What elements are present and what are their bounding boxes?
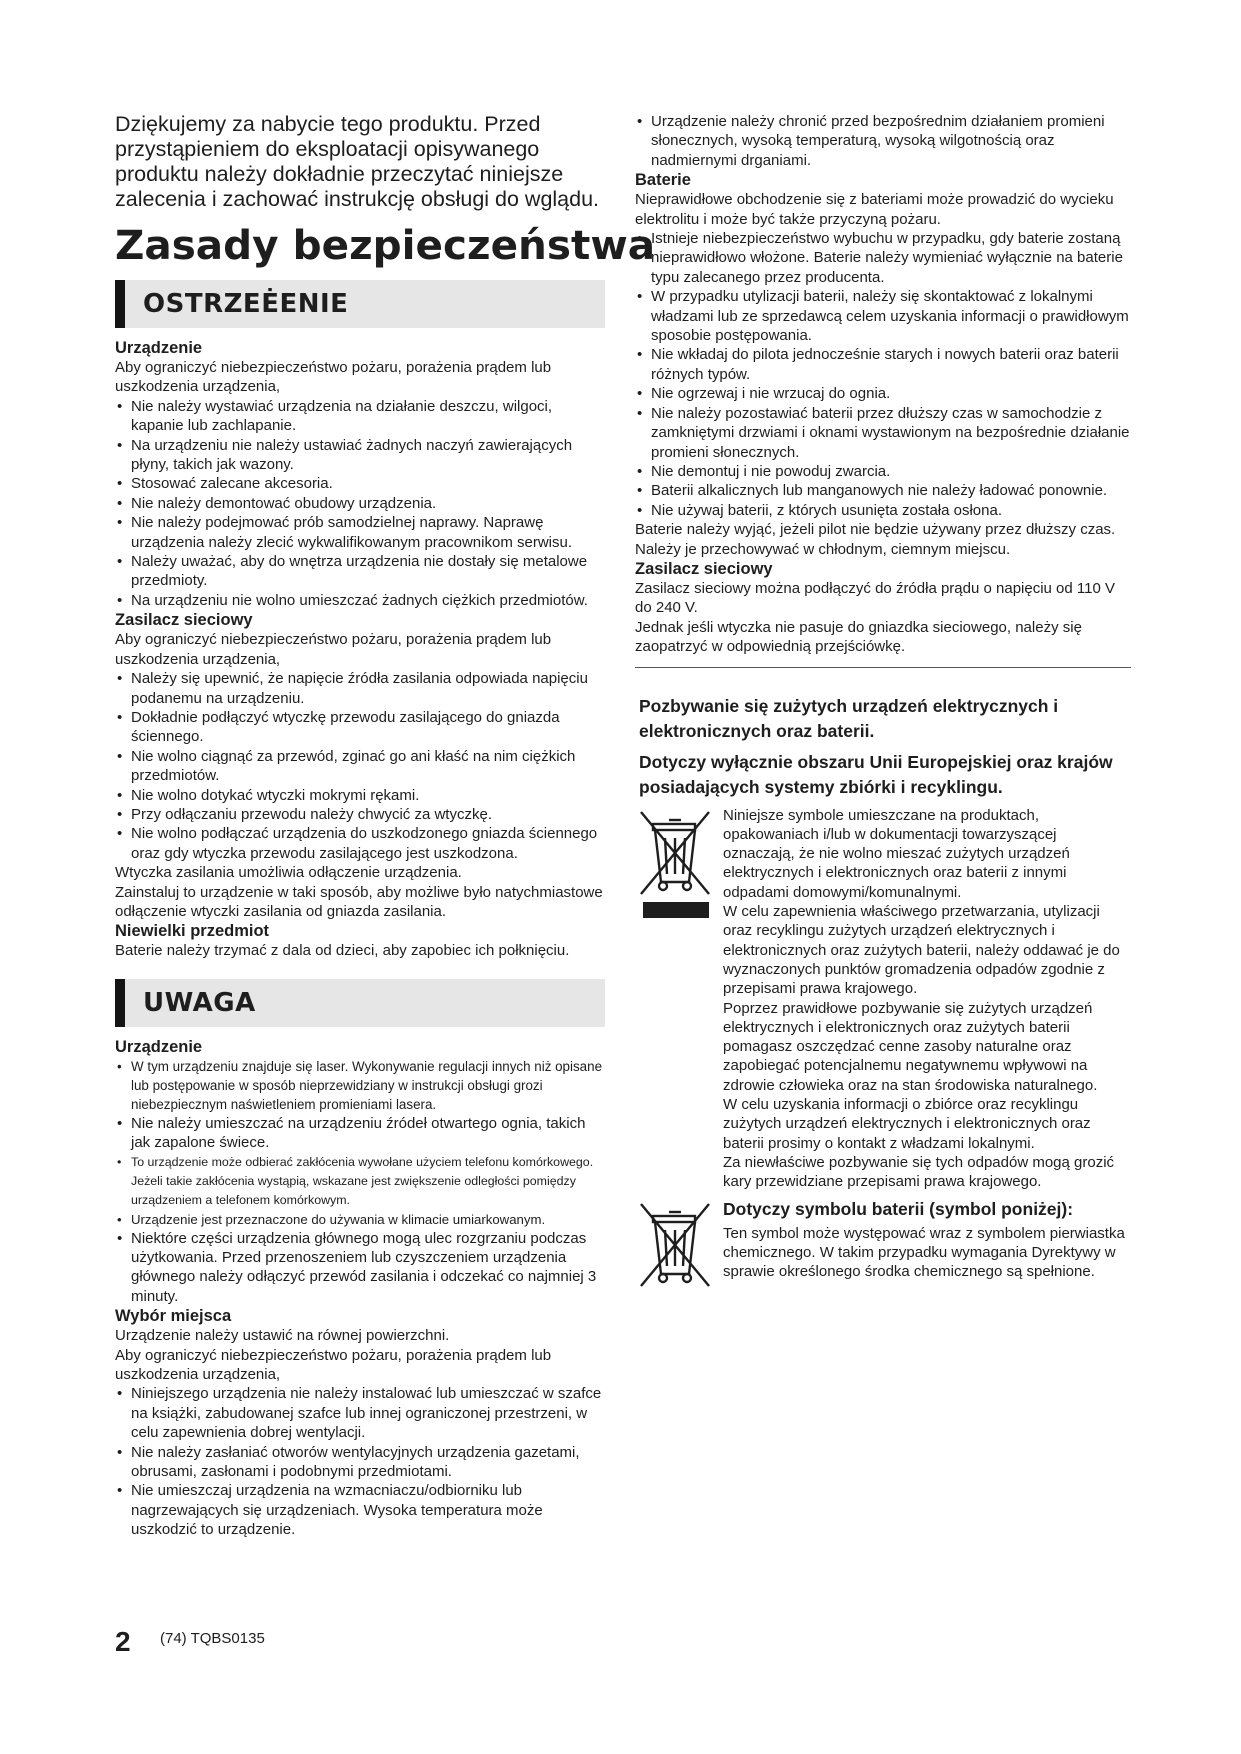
- list-item: • Na urządzeniu nie należy ustawiać żadnych naczyń zawierających płyny, takich jak wazony.: [115, 436, 605, 475]
- disposal-p5: Za niewłaściwe pozbywanie się tych odpadów mogą grozić kary przewidziane przepisami prawa krajowego.: [723, 1153, 1115, 1191]
- batteries-intro: Nieprawidłowe obchodzenie się z bateriami może prowadzić do wycieku elektrolitu i może być także przyczyną pożaru.: [635, 191, 1114, 228]
- disposal-text: [723, 806, 1131, 1192]
- left-column: [115, 112, 656, 1540]
- list-item: • Na urządzeniu nie wolno umieszczać żadnych ciężkich przedmiotów.: [115, 591, 605, 610]
- warning-adapter-intro: Aby ograniczyć niebezpieczeństwo pożaru, porażenia prądem lub uszkodzenia urządzenia,: [115, 631, 552, 668]
- list-item: • Nie ogrzewaj i nie wrzucaj do ognia.: [635, 384, 1131, 403]
- list-item: • Należy się upewnić, że napięcie źródła zasilania odpowiada napięciu podanemu na urządzeniu.: [115, 669, 605, 708]
- list-item: • Baterii alkalicznych lub manganowych nie należy ładować ponownie.: [635, 481, 1131, 500]
- list-item: • Niektóre części urządzenia głównego mogą ulec rozgrzaniu podczas użytkowania. Przed przenoszeniem lub czyszczeniem urządzenia głównego należy odłączyć przewód zasilania i odczekać co najmniej 3 minuty.: [115, 1229, 605, 1307]
- list-item: • Dokładnie podłączyć wtyczkę przewodu zasilającego do gniazda ściennego.: [115, 708, 605, 747]
- small-object-text: Baterie należy trzymać z dala od dzieci, aby zapobiec ich połknięciu.: [115, 942, 570, 960]
- list-item: • Należy uważać, aby do wnętrza urządzenia nie dostały się metalowe przedmioty.: [115, 552, 605, 591]
- warning-banner: [115, 280, 605, 328]
- location-text-1: Urządzenie należy ustawić na równej powierzchni.: [115, 1327, 450, 1345]
- warning-device-heading: Urządzenie: [115, 339, 203, 357]
- list-item: • Nie należy podejmować prób samodzielnej naprawy. Naprawę urządzenia należy zlecić wykwalifikowanym pracownikom serwisu.: [115, 513, 605, 552]
- batteries-heading: Baterie: [635, 171, 691, 190]
- banner-bar: [115, 280, 125, 328]
- page-number: 2: [115, 1626, 131, 1657]
- right-column: [635, 112, 1131, 1281]
- battery-bin-icon: [635, 1198, 715, 1303]
- list-item: • Niniejszego urządzenia nie należy instalować lub umieszczać w szafce na książki, zabudowanej szafce lub innej ograniczonej przestrzeni, w celu zapewnienia dobrej wentylacji.: [115, 1384, 605, 1442]
- list-item: • Nie używaj baterii, z których usunięta została osłona.: [635, 501, 1131, 520]
- section-divider: [635, 667, 1131, 668]
- list-item: • Nie wkładaj do pilota jednocześnie starych i nowych baterii oraz baterii różnych typów.: [635, 345, 1131, 384]
- right-adapter-text-1: Zasilacz sieciowy można podłączyć do źródła prądu o napięciu od 110 V do 240 V.: [635, 579, 1115, 617]
- document-code: (74) TQBS0135: [160, 1630, 265, 1647]
- disposal-p3: Poprzez prawidłowe pozbywanie się zużytych urządzeń elektrycznych i elektronicznych oraz zużytych baterii pomagasz oszczędzać cenne zasoby naturalne oraz zapobiegać potencjalnemu negatywnemu wpływowi na zdrowie człowieka oraz na stan środowiska naturalnego.: [723, 999, 1098, 1094]
- plug-note-2: Zainstaluj to urządzenie w taki sposób, aby możliwe było natychmiastowe odłączenie wtyczki zasilania od gniazda zasilania.: [115, 883, 603, 920]
- list-item: • Stosować zalecane akcesoria.: [115, 474, 605, 493]
- disposal-p2: W celu zapewnienia właściwego przetwarzania, utylizacji oraz recyklingu zużytych urządzeń elektrycznych i elektronicznych oraz zużytych baterii, należy oddawać je do wyznaczonych punktów gromadzenia odpadów zgodnie z przepisami prawa krajowego.: [723, 903, 1120, 998]
- list-item: • Nie należy demontować obudowy urządzenia.: [115, 494, 605, 513]
- warning-banner-label: OSTRZEĖENIE: [143, 289, 349, 319]
- right-adapter-text-2: Jednak jeśli wtyczka nie pasuje do gniazdka sieciowego, należy się zaopatrzyć w odpowiednią przejściówkę.: [635, 618, 1082, 656]
- disposal-p1: Niniejsze symbole umieszczane na produktach, opakowaniach i/lub w dokumentacji towarzyszącej oznaczają, że nie wolno mieszać zużytych urządzeń elektrycznych i elektronicznych oraz baterii z innymi odpadami domowymi/komunalnymi.: [723, 806, 1070, 901]
- warning-device-list: [115, 397, 605, 610]
- battery-symbol-heading: Dotyczy symbolu baterii (symbol poniżej):: [723, 1198, 1074, 1219]
- caution-device-list: [115, 1057, 605, 1306]
- small-object-heading: Niewielki przedmiot: [115, 922, 270, 941]
- list-item: • Nie należy pozostawiać baterii przez dłuższy czas w samochodzie z zamkniętymi drzwiami i oknami wystawionym na bezpośrednie działanie promieni słonecznych.: [635, 404, 1131, 462]
- list-item: • W przypadku utylizacji baterii, należy się skontaktować z lokalnymi władzami lub ze sprzedawcą celem uzyskania informacji o prawidłowym sposobie postępowania.: [635, 287, 1131, 345]
- warning-adapter-heading: Zasilacz sieciowy: [115, 611, 253, 630]
- right-adapter-heading: Zasilacz sieciowy: [635, 559, 773, 578]
- battery-symbol-text: [723, 1198, 1131, 1282]
- batteries-list: [635, 229, 1131, 520]
- list-item: • To urządzenie może odbierać zakłócenia wywołane użyciem telefonu komórkowego. Jeżeli takie zakłócenia wystąpią, wskazane jest zwiększenie odległości pomiędzy urządzeniem a telefonem komórkowym.: [115, 1153, 605, 1210]
- list-item: • Nie umieszczaj urządzenia na wzmacniaczu/odbiorniku lub nagrzewających się urządzeniach. Wysoka temperatura może uszkodzić to urządzenie.: [115, 1481, 605, 1539]
- list-item: • Urządzenie należy chronić przed bezpośrednim działaniem promieni słonecznych, wysoką temperaturą, wysoką wilgotnością oraz nadmiernymi drganiami.: [635, 112, 1131, 170]
- batteries-outro: Baterie należy wyjąć, jeżeli pilot nie będzie używany przez dłuższy czas. Należy je przechowywać w chłodnym, ciemnym miejscu.: [635, 521, 1116, 558]
- disposal-block: [635, 806, 1131, 1192]
- list-item: • Nie wolno dotykać wtyczki mokrymi rękami.: [115, 786, 605, 805]
- location-heading: Wybór miejsca: [115, 1307, 232, 1326]
- weee-icon: [635, 806, 715, 939]
- list-item: • Nie należy umieszczać na urządzeniu źródeł otwartego ognia, takich jak zapalone świece.: [115, 1114, 605, 1153]
- list-item: • Nie należy zasłaniać otworów wentylacyjnych urządzenia gazetami, obrusami, zasłonami i podobnymi przedmiotami.: [115, 1443, 605, 1482]
- list-item: • Istnieje niebezpieczeństwo wybuchu w przypadku, gdy baterie zostaną nieprawidłowo włożone. Baterie należy wymieniać wyłącznie na baterie typu zalecanego przez producenta.: [635, 229, 1131, 287]
- list-item: • Urządzenie jest przeznaczone do używania w klimacie umiarkowanym.: [115, 1210, 605, 1229]
- banner-bar: [115, 979, 125, 1027]
- disposal-p4: W celu uzyskania informacji o zbiórce oraz recyklingu zużytych urządzeń elektrycznych i elektronicznych oraz baterii prosimy o kontakt z władzami lokalnymi.: [723, 1096, 1091, 1152]
- list-item: • Nie wolno podłączać urządzenia do uszkodzonego gniazda ściennego oraz gdy wtyczka przewodu zasilającego jest uszkodzona.: [115, 824, 605, 863]
- warning-adapter-list: [115, 669, 605, 863]
- list-item: • W tym urządzeniu znajduje się laser. Wykonywanie regulacji innych niż opisane lub postępowanie w sposób nieprzewidziany w instrukcji obsługi grozi niebezpiecznym naświetleniem promieniami lasera.: [115, 1057, 605, 1114]
- battery-symbol-body: Ten symbol może występować wraz z symbolem pierwiastka chemicznego. W takim przypadku wymagania Dyrektywy w sprawie określonego środka chemicznego są spełnione.: [723, 1224, 1125, 1281]
- list-item: • Nie należy wystawiać urządzenia na działanie deszczu, wilgoci, kapanie lub zachlapanie.: [115, 397, 605, 436]
- intro-text: Dziękujemy za nabycie tego produktu. Przed przystąpieniem do eksploatacji opisywanego produktu należy dokładnie przeczytać niniejsze zalecenia i zachować instrukcję obsługi do wglądu.: [115, 112, 600, 211]
- battery-symbol-block: [635, 1198, 1131, 1282]
- list-item: • Nie demontuj i nie powoduj zwarcia.: [635, 462, 1131, 481]
- disposal-heading-2: Dotyczy wyłącznie obszaru Unii Europejskiej oraz krajów posiadających systemy zbiórki i recyklingu.: [639, 751, 1113, 797]
- page-title: Zasady bezpieczeństwa: [115, 221, 656, 269]
- list-item: • Przy odłączaniu przewodu należy chwycić za wtyczkę.: [115, 805, 605, 824]
- caution-device-heading: Urządzenie: [115, 1037, 203, 1056]
- caution-banner: [115, 979, 605, 1027]
- location-text-2: Aby ograniczyć niebezpieczeństwo pożaru, porażenia prądem lub uszkodzenia urządzenia,: [115, 1346, 552, 1384]
- caution-banner-label: UWAGA: [143, 987, 256, 1018]
- warning-device-intro: Aby ograniczyć niebezpieczeństwo pożaru, porażenia prądem lub uszkodzenia urządzenia,: [115, 359, 552, 396]
- disposal-heading-1: Pozbywanie się zużytych urządzeń elektrycznych i elektronicznych oraz baterii.: [639, 695, 1059, 741]
- location-list: [115, 1384, 605, 1539]
- list-item: • Nie wolno ciągnąć za przewód, zginać go ani kłaść na nim ciężkich przedmiotów.: [115, 747, 605, 786]
- plug-note-1: Wtyczka zasilania umożliwia odłączenie urządzenia.: [115, 864, 462, 882]
- sunlight-list: [635, 112, 1131, 170]
